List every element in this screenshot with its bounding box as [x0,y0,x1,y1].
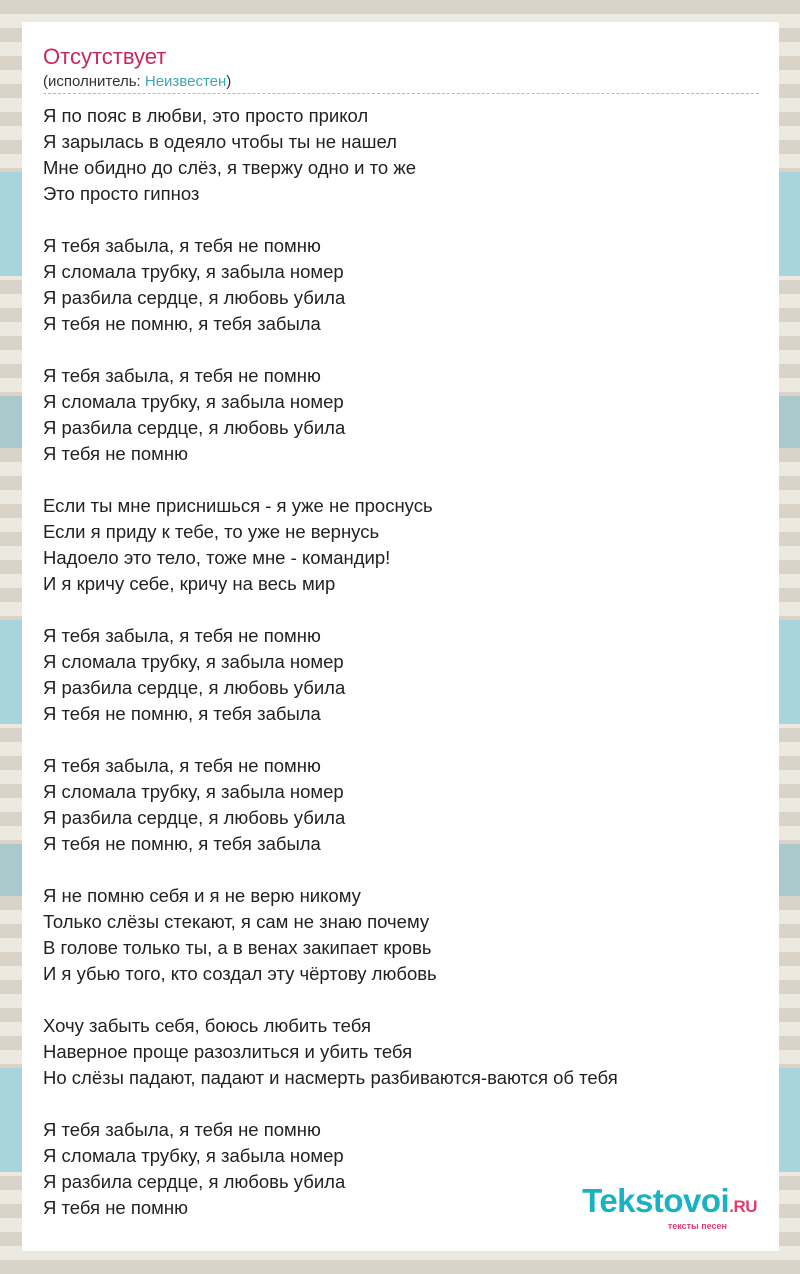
lyric-line: Хочу забыть себя, боюсь любить тебя [43,1015,371,1036]
lyric-line: Если я приду к тебе, то уже не вернусь [43,521,380,542]
lyric-line: Я сломала трубку, я забыла номер [43,261,344,282]
lyric-line: И я кричу себе, кричу на весь мир [43,573,336,594]
song-title: Отсутствует [43,44,167,69]
lyric-line: Я тебя не помню, я тебя забыла [43,703,321,724]
lyric-line: Наверное проще разозлиться и убить тебя [43,1041,413,1062]
logo-wordmark: Tekstovoi [582,1182,730,1219]
lyric-line: Я зарылась в одеяло чтобы ты не нашел [43,131,397,152]
stanza-gap [43,857,763,883]
stanza-gap [43,337,763,363]
lyric-line: Я сломала трубку, я забыла номер [43,651,344,672]
lyric-line: Я разбила сердце, я любовь убила [43,287,346,308]
lyric-line: Если ты мне приснишься - я уже не проснусь [43,495,433,516]
stanza-gap [43,597,763,623]
lyric-line: Я разбила сердце, я любовь убила [43,1171,346,1192]
lyrics-text [43,103,763,1221]
lyric-line: Это просто гипноз [43,183,200,204]
lyric-line: Я тебя забыла, я тебя не помню [43,235,321,256]
lyric-line: Я тебя забыла, я тебя не помню [43,1119,321,1140]
lyric-line: В голове только ты, а в венах закипает кровь [43,937,432,958]
logo-tagline: тексты песен [667,1221,727,1231]
lyric-line: Я тебя не помню, я тебя забыла [43,313,321,334]
lyric-line: Надоело это тело, тоже мне - командир! [43,547,391,568]
stanza-gap [43,467,763,493]
stanza-gap [43,727,763,753]
lyric-line: Я не помню себя и я не верю никому [43,885,361,906]
lyric-line: Я по пояс в любви, это просто прикол [43,105,369,126]
lyric-line: Мне обидно до слёз, я твержу одно и то же [43,157,416,178]
lyric-line: Я сломала трубку, я забыла номер [43,391,344,412]
lyric-line: Я разбила сердце, я любовь убила [43,417,346,438]
lyric-line: Я тебя не помню [43,443,188,464]
logo-domain: .RU [729,1197,757,1216]
site-logo[interactable] [582,1184,757,1231]
artist-prefix: (исполнитель: [43,73,145,90]
lyric-line: Я сломала трубку, я забыла номер [43,781,344,802]
lyric-line: Я тебя забыла, я тебя не помню [43,365,321,386]
artist-line [43,73,231,90]
lyric-line: Я тебя забыла, я тебя не помню [43,625,321,646]
lyric-line: Я разбила сердце, я любовь убила [43,677,346,698]
lyric-line: Я тебя забыла, я тебя не помню [43,755,321,776]
lyric-line: Я тебя не помню [43,1197,188,1218]
lyric-line: Только слёзы стекают, я сам не знаю почему [43,911,430,932]
artist-link[interactable]: Неизвестен [144,73,227,90]
lyric-line: Я тебя не помню, я тебя забыла [43,833,321,854]
lyric-line: Я сломала трубку, я забыла номер [43,1145,344,1166]
lyric-line: И я убью того, кто создал эту чёртову любовь [43,963,437,984]
stanza-gap [43,207,763,233]
stanza-gap [43,987,763,1013]
lyric-line: Я разбила сердце, я любовь убила [43,807,346,828]
title-divider [43,93,759,94]
lyrics-card [22,22,779,1251]
lyric-line: Но слёзы падают, падают и насмерть разбиваются-ваются об тебя [43,1067,618,1088]
stanza-gap [43,1091,763,1117]
artist-suffix: ) [226,73,232,90]
